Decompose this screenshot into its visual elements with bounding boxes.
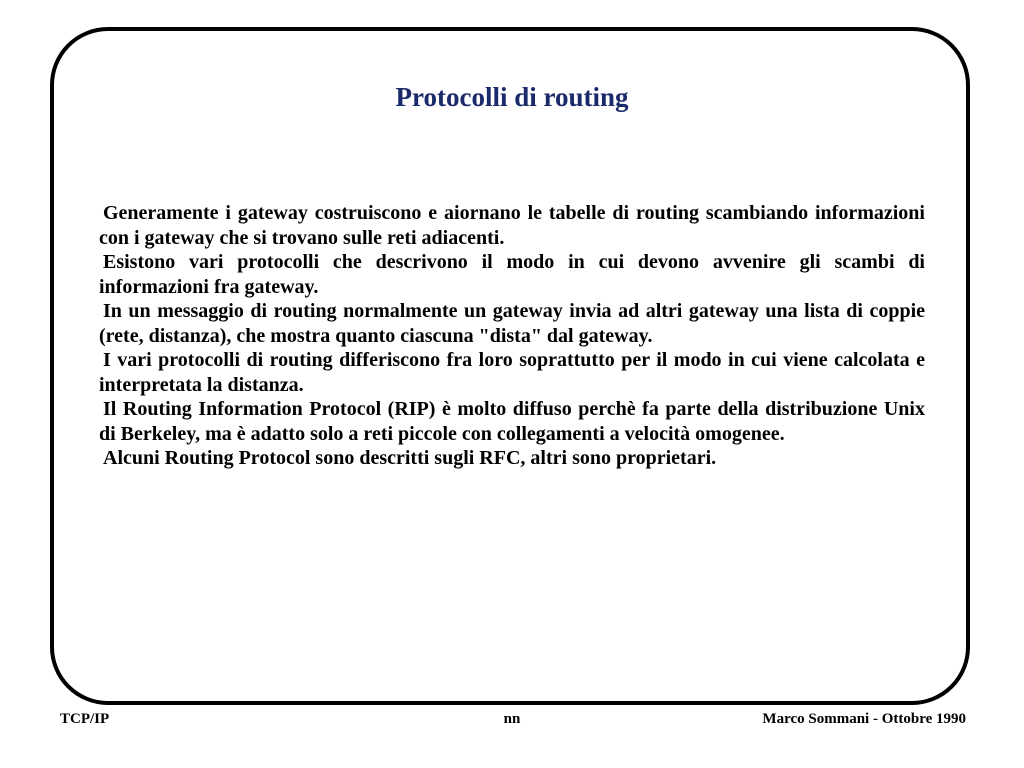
paragraph: Esistono vari protocolli che descrivono il modo in cui devono avvenire gli scambi di informazioni fra gateway.	[99, 251, 925, 298]
footer-center: nn	[503, 711, 521, 727]
footer-right: Marco Sommani - Ottobre 1990	[762, 711, 966, 727]
paragraph: Il Routing Information Protocol (RIP) è molto diffuso perchè fa parte della distribuzione Unix di Berkeley, ma è adatto solo a reti piccole con collegamenti a velocità omogenee.	[99, 398, 925, 445]
paragraph: In un messaggio di routing normalmente un gateway invia ad altri gateway una lista di coppie (rete, distanza), che mostra quanto ciascuna "dista" dal gateway.	[99, 300, 925, 347]
paragraph: Generamente i gateway costruiscono e aiornano le tabelle di routing scambiando informazioni con i gateway che si trovano sulle reti adiacenti.	[99, 202, 925, 249]
slide-title: Protocolli di routing	[395, 82, 629, 112]
slide-body	[99, 201, 925, 471]
paragraph: I vari protocolli di routing differiscono fra loro soprattutto per il modo in cui viene calcolata e interpretata la distanza.	[99, 349, 925, 396]
paragraph: Alcuni Routing Protocol sono descritti sugli RFC, altri sono proprietari.	[103, 447, 717, 469]
footer-left: TCP/IP	[60, 711, 110, 727]
